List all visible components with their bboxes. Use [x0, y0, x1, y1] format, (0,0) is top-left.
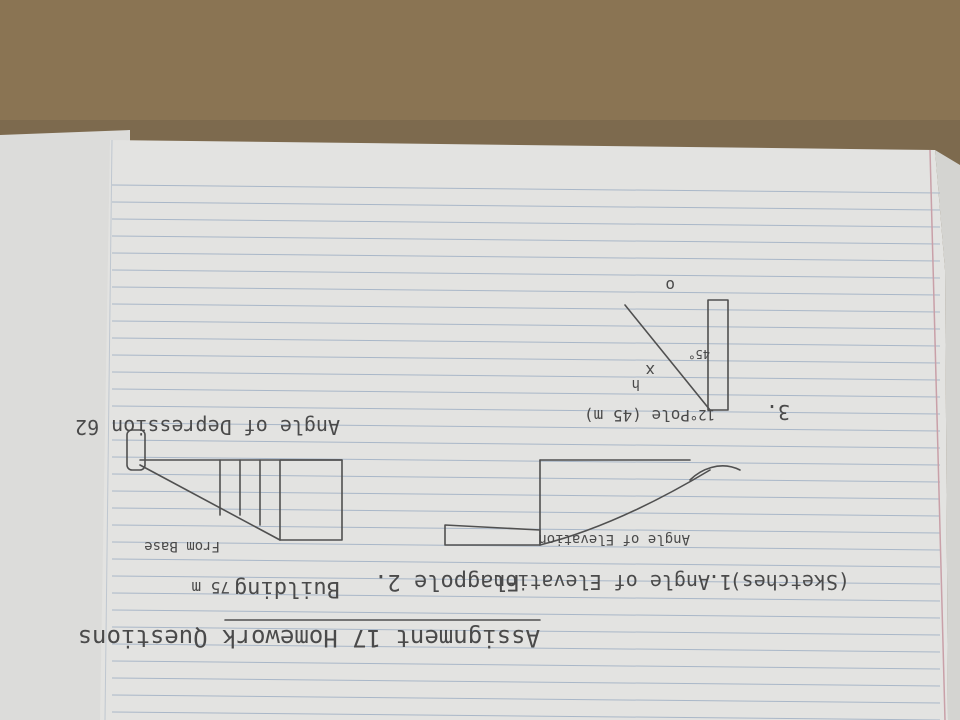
sketches-label: (Sketches)	[729, 570, 850, 594]
q2-angle-elevation: Angle of Elevation	[538, 531, 690, 547]
q1-number: 1.	[707, 570, 732, 594]
q1-building-label: Building	[234, 576, 340, 601]
q1-from-base-label: From Base	[144, 538, 220, 554]
q3-angle-label: 12°	[689, 406, 715, 422]
assignment-title: Assignment 17 Homework Questions	[77, 624, 540, 652]
q1-distance-label: 75 m	[191, 578, 230, 597]
q1-angle-depression: Angle of Depression 62	[75, 415, 340, 439]
table-surface-top	[0, 0, 960, 120]
q3-x-label: x	[645, 361, 655, 380]
q3-number: 3.	[765, 400, 790, 424]
q2-label: Flagpole 2.	[374, 569, 520, 594]
q3-o-label: o	[665, 276, 675, 295]
q3-pole-label: Pole (45 m)	[584, 406, 690, 425]
q3-h-label: h	[631, 376, 640, 392]
q1-angle-elevation: Angle of Elevation	[493, 570, 710, 594]
q3-angle2-label: 45°	[688, 347, 710, 361]
